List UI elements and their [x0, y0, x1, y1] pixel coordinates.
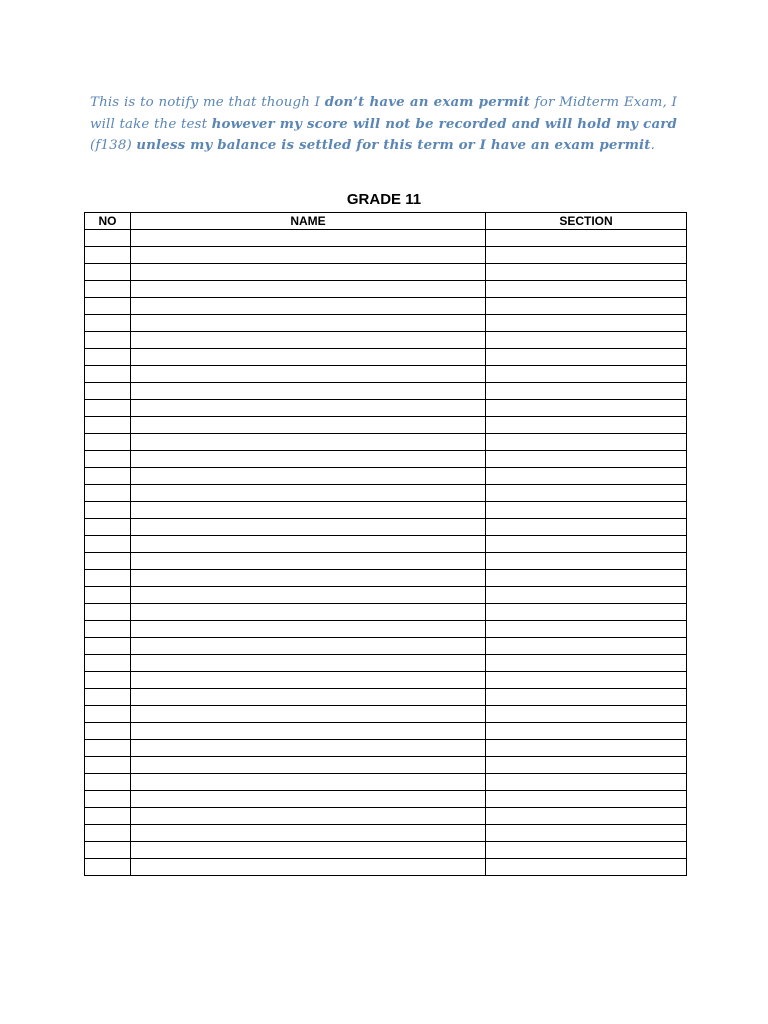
- cell-name: [131, 621, 486, 638]
- cell-no: [85, 604, 131, 621]
- cell-name: [131, 468, 486, 485]
- table-row: [85, 587, 687, 604]
- cell-no: [85, 859, 131, 876]
- cell-section: [486, 383, 687, 400]
- cell-section: [486, 621, 687, 638]
- cell-name: [131, 587, 486, 604]
- cell-section: [486, 723, 687, 740]
- table-row: [85, 553, 687, 570]
- cell-no: [85, 468, 131, 485]
- cell-name: [131, 315, 486, 332]
- cell-name: [131, 400, 486, 417]
- cell-section: [486, 264, 687, 281]
- cell-section: [486, 281, 687, 298]
- cell-section: [486, 366, 687, 383]
- table-row: [85, 315, 687, 332]
- cell-no: [85, 264, 131, 281]
- table-row: [85, 825, 687, 842]
- cell-no: [85, 808, 131, 825]
- cell-section: [486, 825, 687, 842]
- cell-no: [85, 434, 131, 451]
- cell-section: [486, 349, 687, 366]
- table-row: [85, 264, 687, 281]
- cell-no: [85, 587, 131, 604]
- cell-section: [486, 859, 687, 876]
- cell-section: [486, 791, 687, 808]
- table-row: [85, 604, 687, 621]
- roster-body: [85, 230, 687, 876]
- cell-section: [486, 604, 687, 621]
- cell-name: [131, 825, 486, 842]
- table-row: [85, 434, 687, 451]
- cell-no: [85, 400, 131, 417]
- cell-name: [131, 706, 486, 723]
- cell-no: [85, 451, 131, 468]
- cell-name: [131, 859, 486, 876]
- cell-section: [486, 672, 687, 689]
- grade-title: GRADE 11: [346, 191, 422, 208]
- cell-no: [85, 621, 131, 638]
- table-row: [85, 723, 687, 740]
- cell-section: [486, 842, 687, 859]
- table-row: [85, 706, 687, 723]
- cell-section: [486, 757, 687, 774]
- cell-no: [85, 536, 131, 553]
- cell-name: [131, 230, 486, 247]
- notice-text-1: This is to notify me that though I: [90, 95, 325, 110]
- notice-bold-no-permit: don’t have an exam permit: [324, 94, 530, 110]
- cell-section: [486, 247, 687, 264]
- cell-no: [85, 315, 131, 332]
- table-row: [85, 281, 687, 298]
- cell-name: [131, 672, 486, 689]
- table-row: [85, 451, 687, 468]
- notice-text-2: for Midterm Exam, I will take the test: [90, 95, 677, 132]
- table-row: [85, 655, 687, 672]
- cell-name: [131, 723, 486, 740]
- cell-section: [486, 502, 687, 519]
- cell-no: [85, 655, 131, 672]
- cell-no: [85, 672, 131, 689]
- cell-no: [85, 230, 131, 247]
- cell-name: [131, 332, 486, 349]
- cell-no: [85, 502, 131, 519]
- cell-section: [486, 655, 687, 672]
- table-row: [85, 859, 687, 876]
- table-row: [85, 791, 687, 808]
- cell-section: [486, 638, 687, 655]
- table-row: [85, 502, 687, 519]
- cell-no: [85, 519, 131, 536]
- notice-text-4: .: [650, 138, 656, 154]
- table-row: [85, 519, 687, 536]
- table-row: [85, 842, 687, 859]
- cell-section: [486, 570, 687, 587]
- header-no: NO: [85, 213, 131, 230]
- cell-no: [85, 740, 131, 757]
- cell-name: [131, 434, 486, 451]
- cell-no: [85, 723, 131, 740]
- cell-name: [131, 570, 486, 587]
- cell-section: [486, 553, 687, 570]
- table-row: [85, 349, 687, 366]
- cell-name: [131, 553, 486, 570]
- cell-name: [131, 604, 486, 621]
- cell-name: [131, 349, 486, 366]
- table-row: [85, 400, 687, 417]
- cell-no: [85, 485, 131, 502]
- table-header-row: [85, 213, 687, 230]
- notice-bold-balance-settled: unless my balance is settled for this term or I have an exam permit: [136, 137, 651, 154]
- cell-name: [131, 264, 486, 281]
- student-roster-table: [84, 212, 687, 876]
- cell-no: [85, 825, 131, 842]
- cell-name: [131, 791, 486, 808]
- table-row: [85, 332, 687, 349]
- cell-no: [85, 298, 131, 315]
- table-row: [85, 570, 687, 587]
- cell-section: [486, 468, 687, 485]
- cell-section: [486, 689, 687, 706]
- cell-name: [131, 417, 486, 434]
- header-name: NAME: [131, 213, 486, 230]
- table-row: [85, 689, 687, 706]
- table-row: [85, 417, 687, 434]
- cell-name: [131, 655, 486, 672]
- cell-section: [486, 485, 687, 502]
- exam-permit-notice: [90, 92, 677, 157]
- cell-no: [85, 349, 131, 366]
- table-row: [85, 383, 687, 400]
- cell-section: [486, 774, 687, 791]
- cell-no: [85, 757, 131, 774]
- cell-section: [486, 417, 687, 434]
- cell-name: [131, 774, 486, 791]
- table-row: [85, 740, 687, 757]
- cell-name: [131, 689, 486, 706]
- cell-name: [131, 740, 486, 757]
- cell-section: [486, 315, 687, 332]
- cell-name: [131, 383, 486, 400]
- cell-section: [486, 298, 687, 315]
- notice-bold-score-not-recorded: however my score will not be recorded and will hold my card: [211, 115, 677, 132]
- cell-name: [131, 502, 486, 519]
- cell-name: [131, 842, 486, 859]
- cell-no: [85, 570, 131, 587]
- table-row: [85, 808, 687, 825]
- cell-section: [486, 451, 687, 468]
- cell-name: [131, 298, 486, 315]
- cell-name: [131, 536, 486, 553]
- table-row: [85, 757, 687, 774]
- table-row: [85, 366, 687, 383]
- table-row: [85, 638, 687, 655]
- table-row: [85, 247, 687, 264]
- cell-name: [131, 281, 486, 298]
- table-row: [85, 468, 687, 485]
- cell-no: [85, 689, 131, 706]
- cell-name: [131, 247, 486, 264]
- cell-no: [85, 281, 131, 298]
- cell-no: [85, 842, 131, 859]
- cell-name: [131, 519, 486, 536]
- cell-name: [131, 757, 486, 774]
- cell-section: [486, 808, 687, 825]
- cell-section: [486, 434, 687, 451]
- cell-name: [131, 451, 486, 468]
- table-row: [85, 298, 687, 315]
- table-row: [85, 230, 687, 247]
- cell-no: [85, 417, 131, 434]
- cell-no: [85, 706, 131, 723]
- cell-no: [85, 366, 131, 383]
- table-row: [85, 536, 687, 553]
- cell-section: [486, 587, 687, 604]
- table-row: [85, 485, 687, 502]
- cell-section: [486, 519, 687, 536]
- cell-section: [486, 536, 687, 553]
- cell-name: [131, 366, 486, 383]
- cell-no: [85, 774, 131, 791]
- cell-name: [131, 485, 486, 502]
- cell-no: [85, 553, 131, 570]
- cell-no: [85, 332, 131, 349]
- cell-name: [131, 638, 486, 655]
- header-section: SECTION: [486, 213, 687, 230]
- table-row: [85, 621, 687, 638]
- cell-section: [486, 400, 687, 417]
- table-row: [85, 774, 687, 791]
- table-row: [85, 672, 687, 689]
- cell-section: [486, 706, 687, 723]
- cell-no: [85, 638, 131, 655]
- cell-section: [486, 230, 687, 247]
- cell-section: [486, 740, 687, 757]
- cell-section: [486, 332, 687, 349]
- cell-name: [131, 808, 486, 825]
- cell-no: [85, 791, 131, 808]
- cell-no: [85, 247, 131, 264]
- notice-text-3: (f138): [90, 138, 137, 154]
- cell-no: [85, 383, 131, 400]
